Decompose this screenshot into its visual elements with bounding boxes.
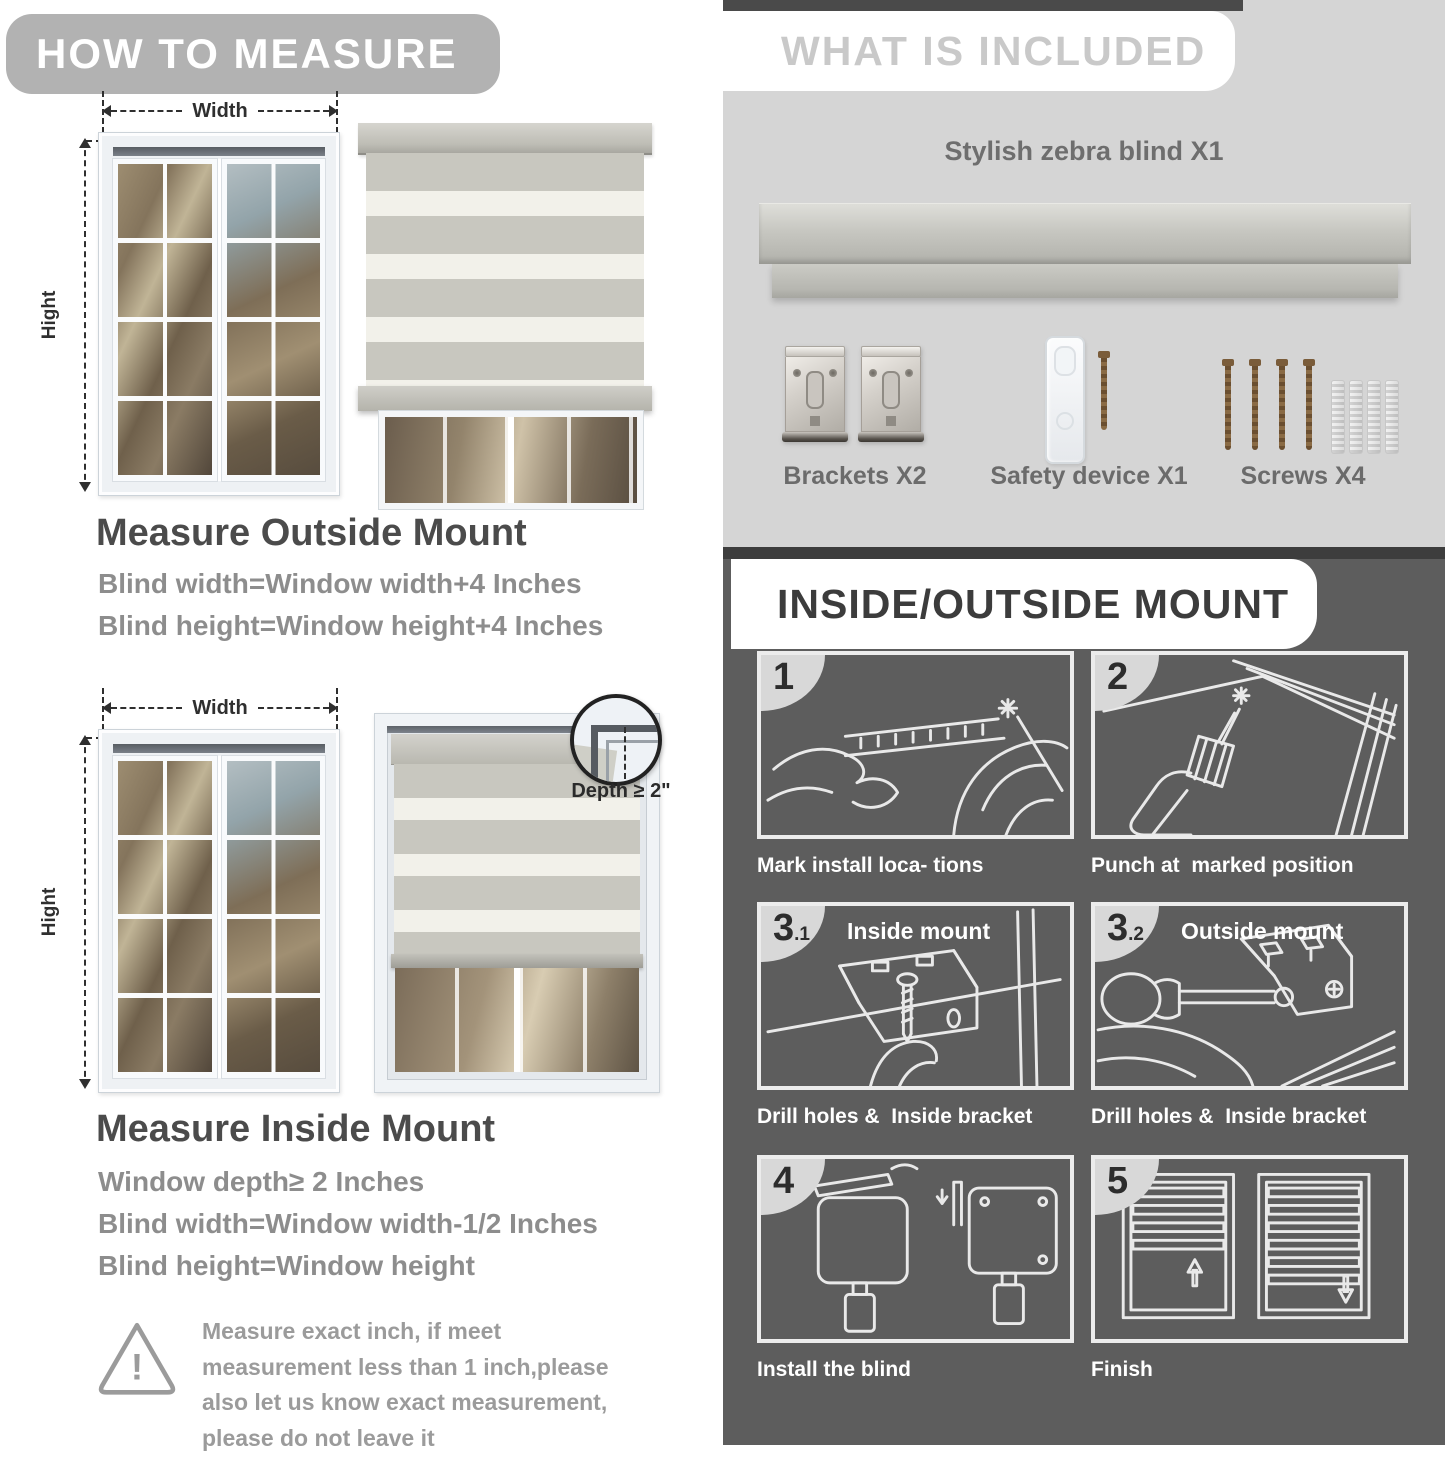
width-label: Width [192, 99, 248, 122]
screw-image [1252, 366, 1258, 450]
how-to-measure-header: HOW TO MEASURE [6, 14, 500, 94]
warning-text: Measure exact inch, if meet measurement less than 1 inch,please also let us know exact measurement, please do not leave it [202, 1318, 609, 1451]
outside-mount-line2: Blind height=Window height+4 Inches [98, 610, 604, 641]
step-3-2-card [1091, 902, 1408, 1129]
window-photo-inside [98, 729, 340, 1093]
window-under-blind [395, 968, 639, 1072]
what-is-included-section [723, 0, 1445, 547]
window-photo-outside [98, 132, 340, 496]
warning-triangle-icon [94, 1314, 180, 1402]
wall-anchor-image [1367, 380, 1381, 454]
height-label: Hight [39, 887, 60, 937]
width-dimension-outside [102, 100, 338, 122]
step-3-1-card [757, 902, 1074, 1129]
step-number-badge: 2 [1095, 655, 1159, 711]
headrail-image [759, 203, 1411, 298]
brackets-label: Brackets X2 [783, 462, 927, 490]
top-bar [723, 547, 1445, 559]
step-number-badge: 3 .2 [1095, 906, 1159, 962]
top-bar [723, 0, 1243, 11]
arrow-right-icon [329, 702, 338, 714]
step-caption: Mark install loca- tions [757, 854, 984, 877]
step-number-badge: 5 [1095, 1159, 1159, 1215]
arrow-up-icon [79, 138, 91, 148]
screw-image [1279, 366, 1285, 450]
safety-device-label: Safety device X1 [990, 462, 1188, 490]
step-number-badge: 3 .1 [761, 906, 825, 962]
step-4-card [757, 1155, 1074, 1382]
step-caption: Drill holes & Inside bracket [1091, 1105, 1367, 1128]
step-1-card [757, 651, 1074, 878]
step-number-badge: 4 [761, 1159, 825, 1215]
screws-label: Screws X4 [1240, 462, 1366, 490]
magnifier-icon [570, 694, 662, 786]
zebra-blind-fabric [366, 153, 644, 386]
screw-image [1101, 358, 1107, 430]
step-inner-title: Inside mount [847, 918, 991, 944]
height-dimension-inside [39, 737, 86, 1087]
arrow-left-icon [102, 702, 111, 714]
arrow-right-icon [329, 105, 338, 117]
outside-mount-heading: Measure Outside Mount [96, 512, 527, 554]
step-5-card [1091, 1155, 1408, 1382]
window-pane-right [222, 756, 326, 1078]
window-pane-left [113, 159, 217, 481]
screw-image [1225, 366, 1231, 450]
product-title: Stylish zebra blind X1 [944, 136, 1224, 166]
step-caption: Drill holes & Inside bracket [757, 1105, 1033, 1128]
height-label: Hight [39, 290, 60, 340]
screw-image [1306, 366, 1312, 450]
window-pane-right [222, 159, 326, 481]
arrow-up-icon [79, 735, 91, 745]
depth-label: Depth ≥ 2" [571, 780, 671, 802]
blind-bottom-bar [391, 954, 643, 968]
step-caption: Punch at marked position [1091, 854, 1354, 877]
wall-anchor-image [1349, 380, 1363, 454]
bracket-image [785, 346, 845, 450]
blind-cassette [358, 123, 652, 155]
window-head [113, 147, 325, 156]
inside-mount-line2: Blind width=Window width-1/2 Inches [98, 1208, 598, 1239]
window-head [113, 744, 325, 753]
wall-anchor-image [1331, 380, 1345, 454]
width-dimension-inside [102, 697, 338, 719]
mount-instructions-section [723, 547, 1445, 1445]
arrow-left-icon [102, 105, 111, 117]
step-inner-title: Outside mount [1181, 918, 1344, 944]
wall-anchor-image [1385, 380, 1399, 454]
window-pane-left [113, 756, 217, 1078]
outside-mount-line1: Blind width=Window width+4 Inches [98, 568, 582, 599]
svg-text:!: ! [130, 1346, 144, 1388]
blind-bottom-bar [358, 386, 652, 411]
window-under-blind [379, 411, 643, 509]
step-caption: Install the blind [757, 1358, 912, 1381]
width-label: Width [192, 696, 248, 719]
arrow-down-icon [79, 1079, 91, 1089]
inside-outside-mount-header: INSIDE/OUTSIDE MOUNT [731, 559, 1317, 649]
measurement-warning [94, 1314, 660, 1457]
height-dimension-outside [39, 140, 86, 490]
what-is-included-header: WHAT IS INCLUDED [723, 11, 1235, 91]
inside-mount-line1: Window depth≥ 2 Inches [98, 1166, 425, 1197]
bracket-image [861, 346, 921, 450]
arrow-down-icon [79, 482, 91, 492]
step-caption: Finish [1091, 1358, 1153, 1381]
step-number-badge: 1 [761, 655, 825, 711]
safety-device-image [1045, 336, 1085, 464]
step-2-card [1091, 651, 1408, 878]
inside-mount-line3: Blind height=Window height [98, 1250, 475, 1281]
inside-mount-heading: Measure Inside Mount [96, 1108, 496, 1150]
